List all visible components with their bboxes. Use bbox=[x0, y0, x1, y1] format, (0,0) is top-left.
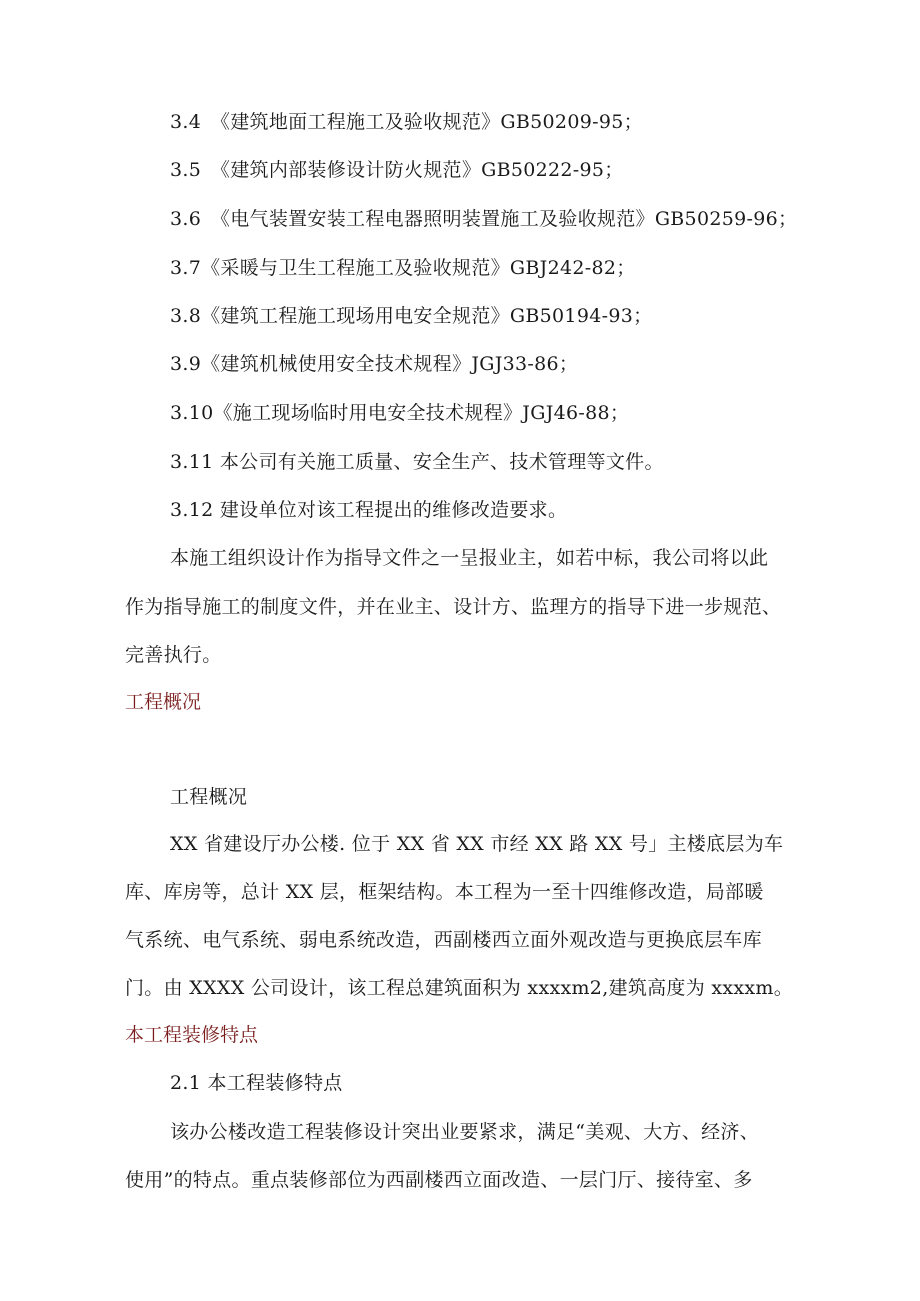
section-heading-decoration-features: 本工程装修特点 bbox=[125, 1024, 259, 1046]
overview-paragraph-line-4: 门。由 XXXX 公司设计，该工程总建筑面积为 xxxxm2,建筑高度为 xxxxm。 bbox=[125, 977, 794, 999]
overview-paragraph-line-1: XX 省建设厅办公楼. 位于 XX 省 XX 市经 XX 路 XX 号」主楼底层为车 bbox=[170, 833, 784, 855]
reference-3-5: 3.5 《建筑内部装修设计防火规范》GB50222-95； bbox=[170, 159, 624, 181]
overview-paragraph-line-3: 气系统、电气系统、弱电系统改造，西副楼西立面外观改造与更换底层车库 bbox=[125, 929, 762, 951]
features-paragraph-line-1: 该办公楼改造工程装修设计突出业要紧求，满足“美观、大方、经济、 bbox=[170, 1121, 760, 1143]
reference-3-11: 3.11 本公司有关施工质量、安全生产、技术管理等文件。 bbox=[170, 451, 664, 473]
intro-paragraph-line-1: 本施工组织设计作为指导文件之一呈报业主，如若中标，我公司将以此 bbox=[170, 547, 769, 569]
subheading-project-overview: 工程概况 bbox=[170, 786, 248, 808]
intro-paragraph-line-2: 作为指导施工的制度文件，并在业主、设计方、监理方的指导下进一步规范、 bbox=[125, 596, 782, 618]
reference-3-6: 3.6 《电气装置安装工程电器照明装置施工及验收规范》GB50259-96； bbox=[170, 208, 798, 230]
reference-3-4: 3.4 《建筑地面工程施工及验收规范》GB50209-95； bbox=[170, 111, 643, 133]
features-paragraph-line-2: 使用”的特点。重点装修部位为西副楼西立面改造、一层门厅、接待室、多 bbox=[125, 1169, 753, 1191]
reference-3-12: 3.12 建设单位对该工程提出的维修改造要求。 bbox=[170, 499, 568, 521]
reference-3-10: 3.10《施工现场临时用电安全技术规程》JGJ46-88； bbox=[170, 402, 630, 424]
intro-paragraph-line-3: 完善执行。 bbox=[125, 644, 222, 666]
reference-3-7: 3.7《采暖与卫生工程施工及验收规范》GBJ242-82； bbox=[170, 257, 636, 279]
reference-3-8: 3.8《建筑工程施工现场用电安全规范》GB50194-93； bbox=[170, 305, 653, 327]
subheading-decoration-features: 2.1 本工程装修特点 bbox=[170, 1072, 343, 1094]
reference-3-9: 3.9《建筑机械使用安全技术规程》JGJ33-86； bbox=[170, 353, 579, 375]
overview-paragraph-line-2: 库、库房等，总计 XX 层，框架结构。本工程为一至十四维修改造，局部暖 bbox=[125, 881, 764, 903]
section-heading-project-overview: 工程概况 bbox=[125, 691, 202, 713]
